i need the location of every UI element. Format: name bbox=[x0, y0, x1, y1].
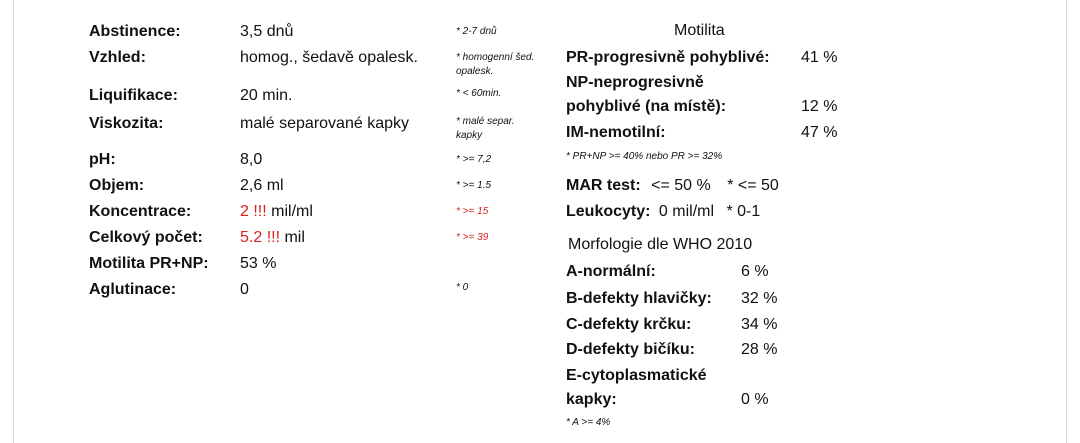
page-edge-right bbox=[1066, 0, 1067, 443]
row-ref-liquifikace: * < 60min. bbox=[456, 88, 502, 99]
row-ref-viskozita: * malé separ. kapky bbox=[456, 116, 515, 141]
row-label-objem: Objem: bbox=[89, 177, 145, 194]
row-value-koncentrace bbox=[240, 203, 313, 221]
morph-label-b: B-defekty hlavičky: bbox=[566, 290, 712, 307]
morph-title: Morfologie dle WHO 2010 bbox=[568, 236, 753, 253]
leuko-label: Leukocyty: bbox=[566, 203, 651, 220]
leuko-value: 0 mil/ml bbox=[658, 203, 715, 220]
row-label-aglutinace: Aglutinace: bbox=[89, 281, 177, 298]
morph-label-c: C-defekty krčku: bbox=[566, 316, 692, 333]
row-label-abstinence: Abstinence: bbox=[89, 23, 181, 40]
row-label-ph: pH: bbox=[89, 151, 116, 168]
row-value-viskozita: malé separované kapky bbox=[240, 115, 409, 132]
row-ref-vzhled: * homogenní šed. opalesk. bbox=[456, 52, 535, 77]
row-ref-aglutinace: * 0 bbox=[456, 282, 469, 293]
row-label-vzhled: Vzhled: bbox=[89, 49, 146, 66]
row-ref-abstinence: * 2-7 dnů bbox=[456, 26, 497, 37]
leuko-row bbox=[566, 203, 760, 221]
morph-value-a: 6 % bbox=[741, 263, 769, 280]
morph-label-e-line-2: kapky: bbox=[566, 391, 617, 408]
row-ref-ph: * >= 7,2 bbox=[456, 154, 492, 165]
morph-label-e-line-1: E-cytoplasmatické bbox=[566, 367, 707, 384]
page-edge-left bbox=[13, 0, 14, 443]
im-label: IM-nemotilní: bbox=[566, 124, 666, 141]
mar-label: MAR test: bbox=[566, 177, 641, 194]
morph-value-e: 0 % bbox=[741, 391, 769, 408]
morph-label-a: A-normální: bbox=[566, 263, 656, 280]
row-label-liquifikace: Liquifikace: bbox=[89, 87, 178, 104]
pr-label: PR-progresivně pohyblivé: bbox=[566, 49, 770, 66]
motility-title: Motilita bbox=[674, 22, 725, 39]
row-ref-celkovy-pocet: * >= 39 bbox=[456, 232, 489, 243]
row-ref-objem: * >= 1.5 bbox=[456, 180, 492, 191]
np-value: 12 % bbox=[801, 98, 838, 115]
row-value-vzhled: homog., šedavě opalesk. bbox=[240, 49, 418, 66]
flag-koncentrace: 2 !!! bbox=[240, 203, 267, 220]
row-value-ph: 8,0 bbox=[240, 151, 263, 168]
np-label-line-1: NP-neprogresivně bbox=[566, 74, 704, 91]
leuko-ref: * 0-1 bbox=[726, 203, 761, 220]
morph-note: * A >= 4% bbox=[566, 417, 611, 428]
row-value-celkovy-pocet bbox=[240, 229, 305, 247]
morph-label-d: D-defekty bičíku: bbox=[566, 341, 695, 358]
row-label-viskozita: Viskozita: bbox=[89, 115, 164, 132]
flag-celkovy-pocet: 5.2 !!! bbox=[240, 229, 281, 246]
mar-ref: * <= 50 bbox=[727, 177, 779, 194]
row-value-liquifikace: 20 min. bbox=[240, 87, 293, 104]
morph-value-c: 34 % bbox=[741, 316, 778, 333]
unit-koncentrace: mil/ml bbox=[266, 203, 313, 220]
unit-celkovy-pocet: mil bbox=[280, 229, 305, 246]
np-label-line-2: pohyblivé (na místě): bbox=[566, 98, 727, 115]
row-label-koncentrace: Koncentrace: bbox=[89, 203, 192, 220]
row-value-motilita: 53 % bbox=[240, 255, 277, 272]
morph-value-b: 32 % bbox=[741, 290, 778, 307]
mar-row bbox=[566, 177, 779, 195]
motility-note: * PR+NP >= 40% nebo PR >= 32% bbox=[566, 151, 723, 162]
row-value-objem: 2,6 ml bbox=[240, 177, 284, 194]
im-value: 47 % bbox=[801, 124, 838, 141]
row-value-abstinence: 3,5 dnů bbox=[240, 23, 294, 40]
row-label-motilita: Motilita PR+NP: bbox=[89, 255, 209, 272]
mar-value: <= 50 % bbox=[651, 177, 711, 194]
morph-value-d: 28 % bbox=[741, 341, 778, 358]
pr-value: 41 % bbox=[801, 49, 838, 66]
row-ref-koncentrace: * >= 15 bbox=[456, 206, 489, 217]
row-value-aglutinace: 0 bbox=[240, 281, 249, 298]
row-label-celkovy-pocet: Celkový počet: bbox=[89, 229, 203, 246]
